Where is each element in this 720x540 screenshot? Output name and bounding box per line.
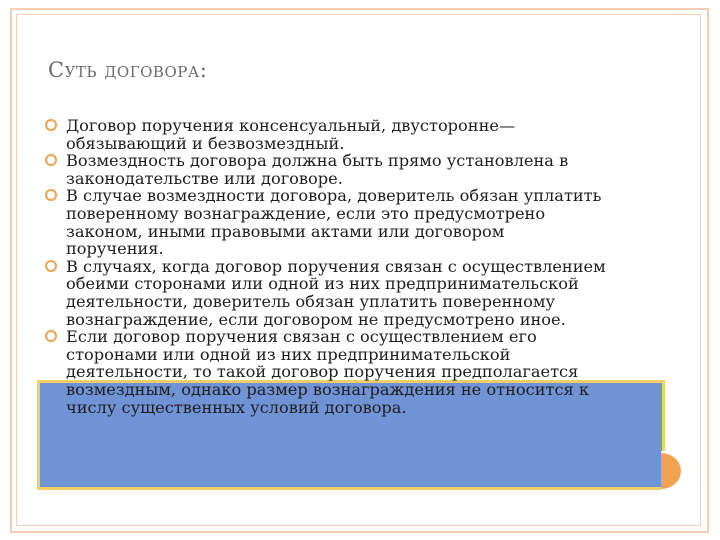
list-item (42, 117, 672, 152)
list-item (42, 258, 672, 328)
bullet-text: Договор поручения консенсуальный, двусторонне— обязывающий и безвозмездный. (66, 116, 516, 153)
bullet-text: В случаях, когда договор поручения связан с осуществлением обеими сторонами или одной из них предпринимательской деятельности, доверитель обязан уплатить поверенному вознаграждение, если договором не предусмотрено иное. (66, 256, 606, 329)
bullet-list (42, 117, 672, 416)
bullet-text-highlighted: Если договор поручения связан с осуществлением его сторонами или одной из них предпринимательской деятельности, то такой договор поручения предполагается возмездным, однако размер вознаграждения не относится к числу существенных условий договора. (66, 327, 589, 417)
list-item (42, 187, 672, 257)
ring-bullet-icon (44, 188, 58, 202)
bullet-text: Возмездность договора должна быть прямо установлена в законодательстве или договоре. (66, 151, 569, 188)
ring-bullet-icon (44, 259, 58, 273)
slide-title: Суть договора: (48, 58, 208, 82)
bullet-text: В случае возмездности договора, доверитель обязан уплатить поверенному вознаграждение, если это предусмотрено законом, иными правовыми актами или договором поручения. (66, 186, 602, 259)
ring-bullet-icon (44, 329, 58, 343)
ring-bullet-icon (44, 118, 58, 132)
list-item (42, 328, 672, 416)
ring-bullet-icon (44, 153, 58, 167)
circle-badge-icon (661, 451, 685, 491)
list-item (42, 152, 672, 187)
